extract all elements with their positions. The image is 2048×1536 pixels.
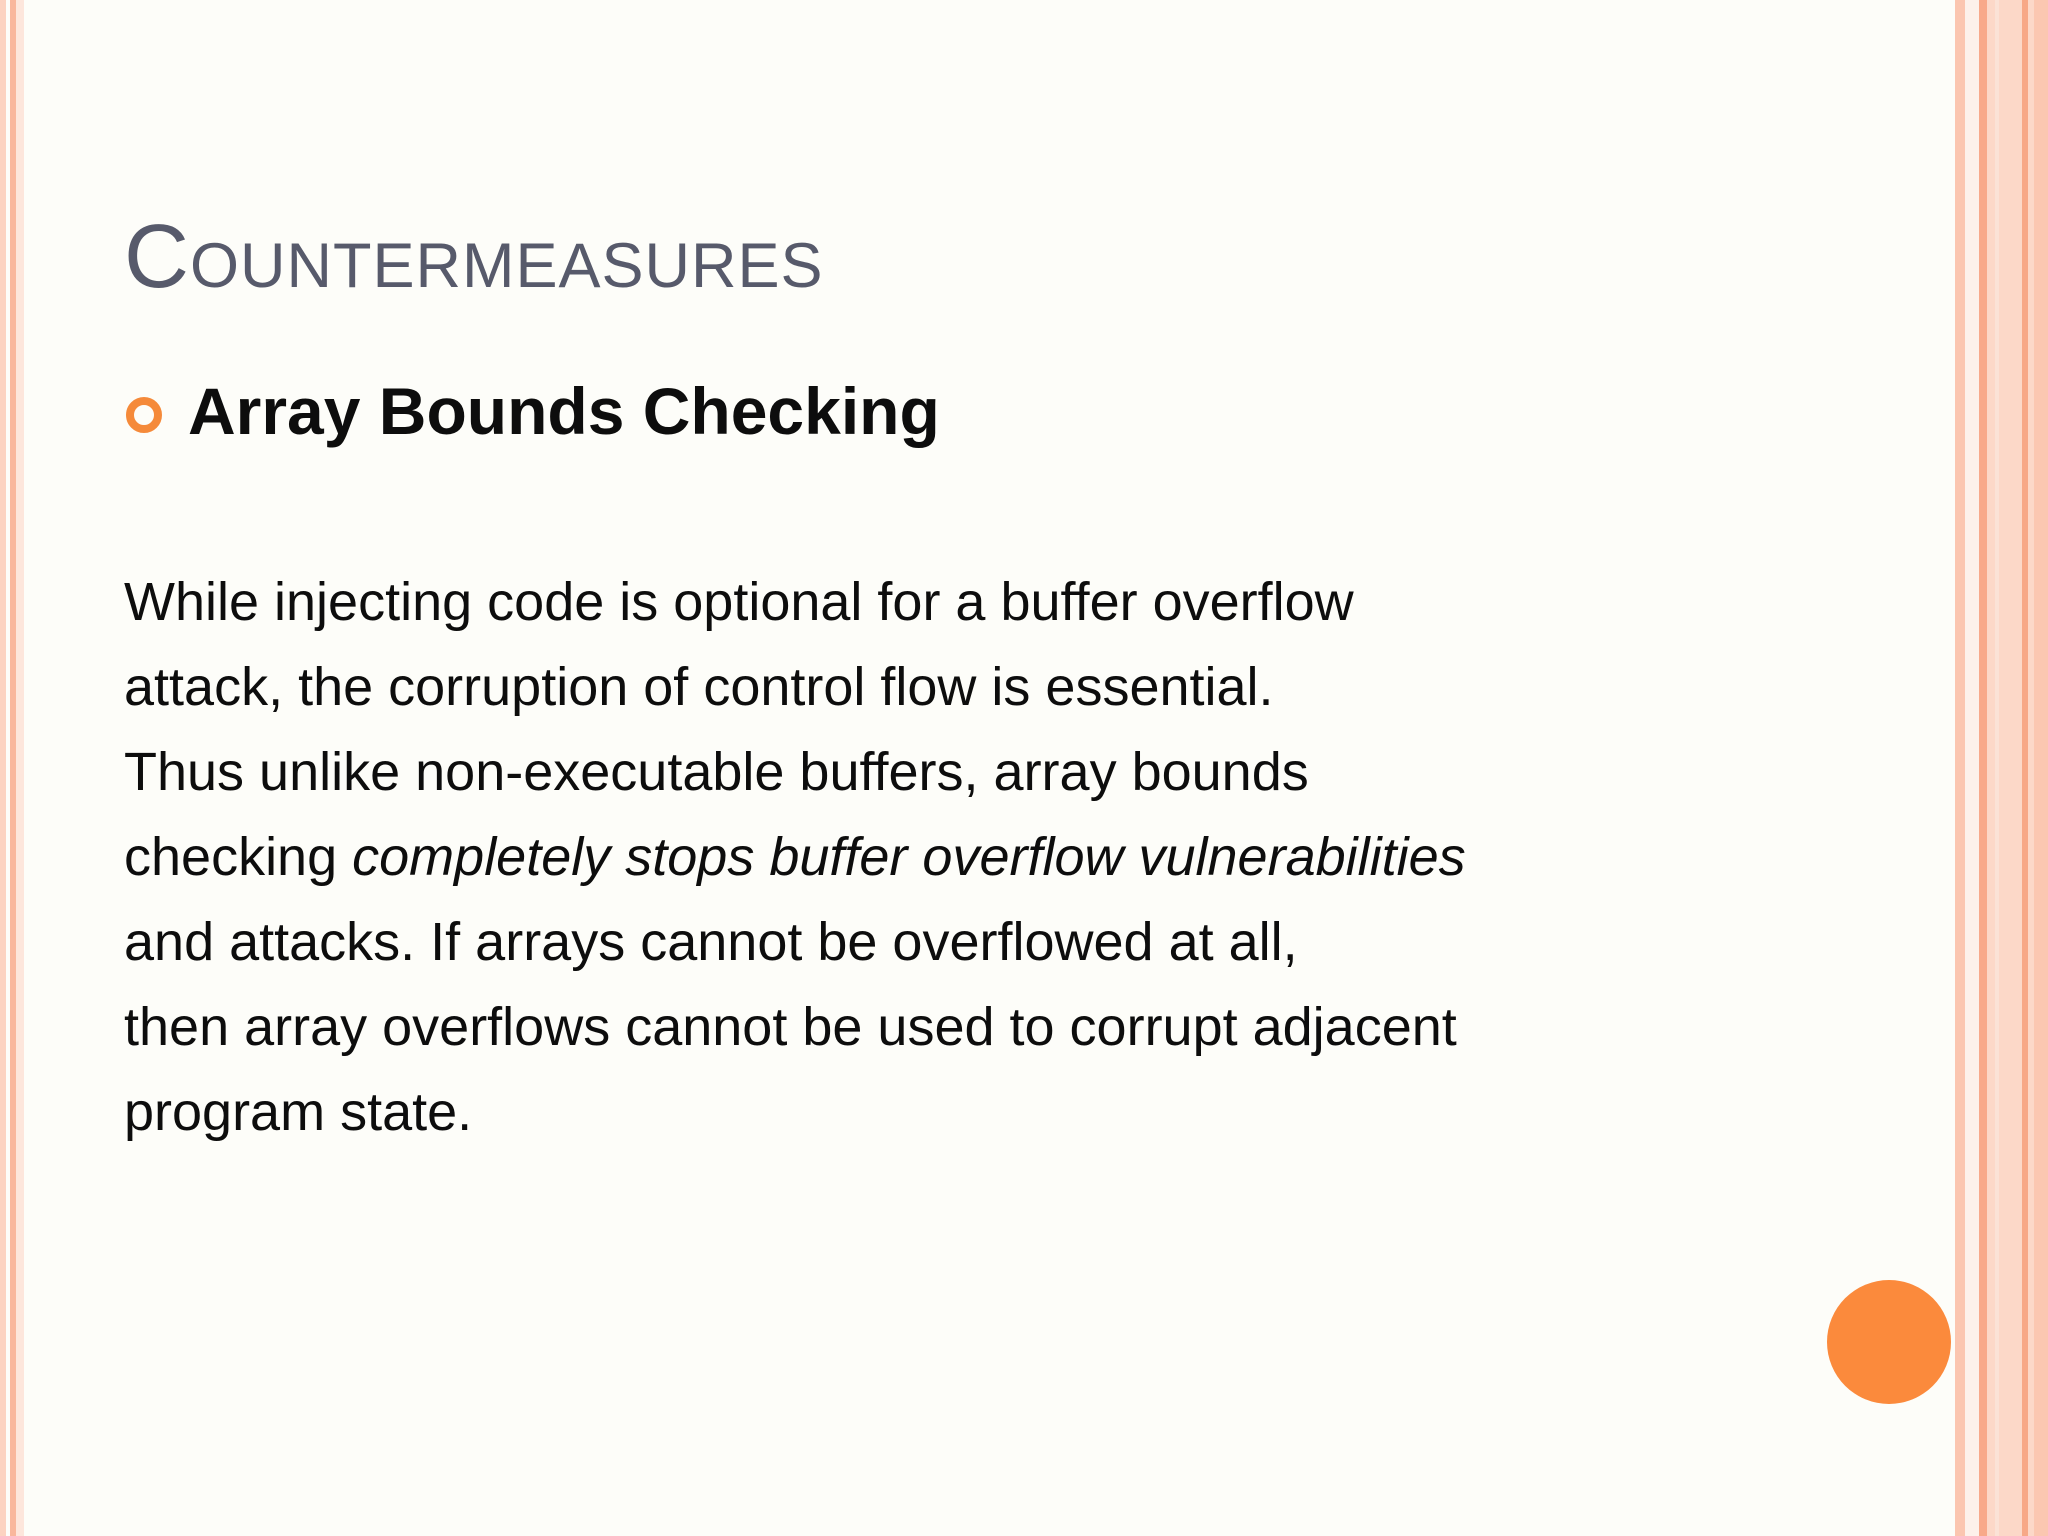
body-line bbox=[124, 900, 1624, 985]
right-border-stripe bbox=[2034, 0, 2048, 1536]
orange-circle-decoration bbox=[1827, 1280, 1951, 1404]
body-emphasis: completely stops buffer overflow vulnerabilities bbox=[352, 827, 1466, 887]
right-border-stripe bbox=[1965, 0, 1979, 1536]
body-line-text: While injecting code is optional for a buffer overflow bbox=[124, 572, 1354, 632]
body-paragraph bbox=[124, 560, 1624, 1155]
bullet-heading: Array Bounds Checking bbox=[188, 374, 940, 448]
left-border-stripe bbox=[16, 0, 24, 1536]
body-line-text: Thus unlike non-executable buffers, array bounds bbox=[124, 742, 1309, 802]
bullet-item bbox=[126, 372, 940, 451]
body-line-text: then array overflows cannot be used to corrupt adjacent bbox=[124, 997, 1457, 1057]
body-line bbox=[124, 985, 1624, 1070]
body-line bbox=[124, 560, 1624, 645]
body-line-text: and attacks. If arrays cannot be overflowed at all, bbox=[124, 912, 1298, 972]
body-line bbox=[124, 730, 1624, 815]
right-border-stripe bbox=[1955, 0, 1965, 1536]
body-line bbox=[124, 1070, 1624, 1155]
body-line-text: program state. bbox=[124, 1082, 473, 1142]
right-border-stripe bbox=[1979, 0, 1987, 1536]
body-line-text: attack, the corruption of control flow is essential. bbox=[124, 657, 1274, 717]
right-border-stripe bbox=[1995, 0, 1999, 1536]
hollow-circle-bullet-icon bbox=[126, 397, 162, 433]
left-border-stripe bbox=[0, 0, 6, 1536]
right-border-stripe bbox=[2022, 0, 2028, 1536]
body-line bbox=[124, 815, 1624, 900]
slide-title: Countermeasures bbox=[124, 207, 824, 307]
body-line-text: checking bbox=[124, 827, 353, 887]
body-line bbox=[124, 645, 1624, 730]
